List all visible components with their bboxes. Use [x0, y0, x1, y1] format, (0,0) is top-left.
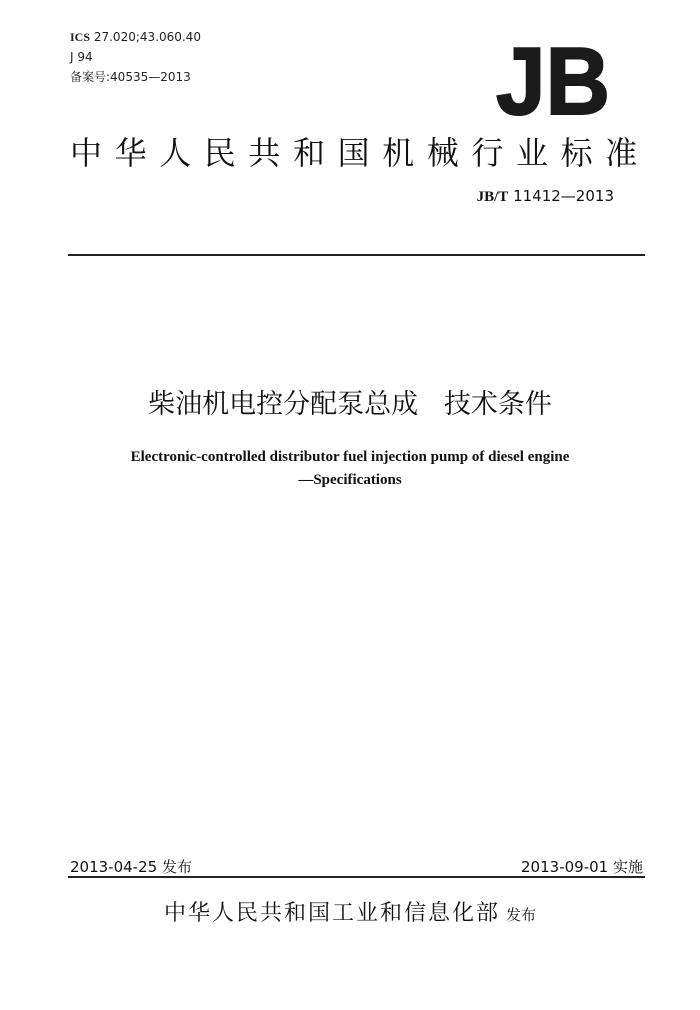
implementation-date-label: 实施	[612, 858, 643, 876]
issuer-suffix: 发布	[506, 906, 537, 924]
jb-logo-text: JB	[496, 38, 610, 118]
issue-date	[70, 856, 192, 877]
ics-codes: 27.020;43.060.40	[93, 30, 201, 44]
top-divider	[68, 254, 645, 256]
standard-category-title: 中华人民共和国机械行业标准	[70, 134, 650, 172]
document-title-en	[0, 446, 700, 492]
standard-number-prefix: JB/T	[476, 189, 509, 205]
document-title-zh: 柴油机电控分配泵总成 技术条件	[148, 389, 552, 420]
document-title-en-line2: —Specifications	[298, 472, 402, 488]
issuer-name: 中华人民共和国工业和信息化部	[163, 901, 500, 926]
bottom-divider	[68, 876, 645, 878]
record-value: 40535—2013	[110, 70, 191, 84]
standard-number	[477, 187, 614, 206]
ics-code	[70, 30, 201, 44]
standard-number-value: 11412—2013	[513, 187, 614, 205]
issue-date-value: 2013-04-25	[70, 858, 158, 876]
record-number	[70, 70, 191, 84]
issue-date-label: 发布	[161, 858, 192, 876]
record-label: 备案号:	[70, 70, 111, 84]
implementation-date-value: 2013-09-01	[521, 858, 609, 876]
document-title-en-line1: Electronic-controlled distributor fuel injection pump of diesel engine	[130, 449, 570, 465]
implementation-date	[521, 856, 643, 877]
ics-prefix: ICS	[70, 30, 91, 44]
classification-code: J 94	[70, 50, 93, 64]
issuer	[0, 896, 700, 927]
jb-logo	[494, 38, 612, 118]
